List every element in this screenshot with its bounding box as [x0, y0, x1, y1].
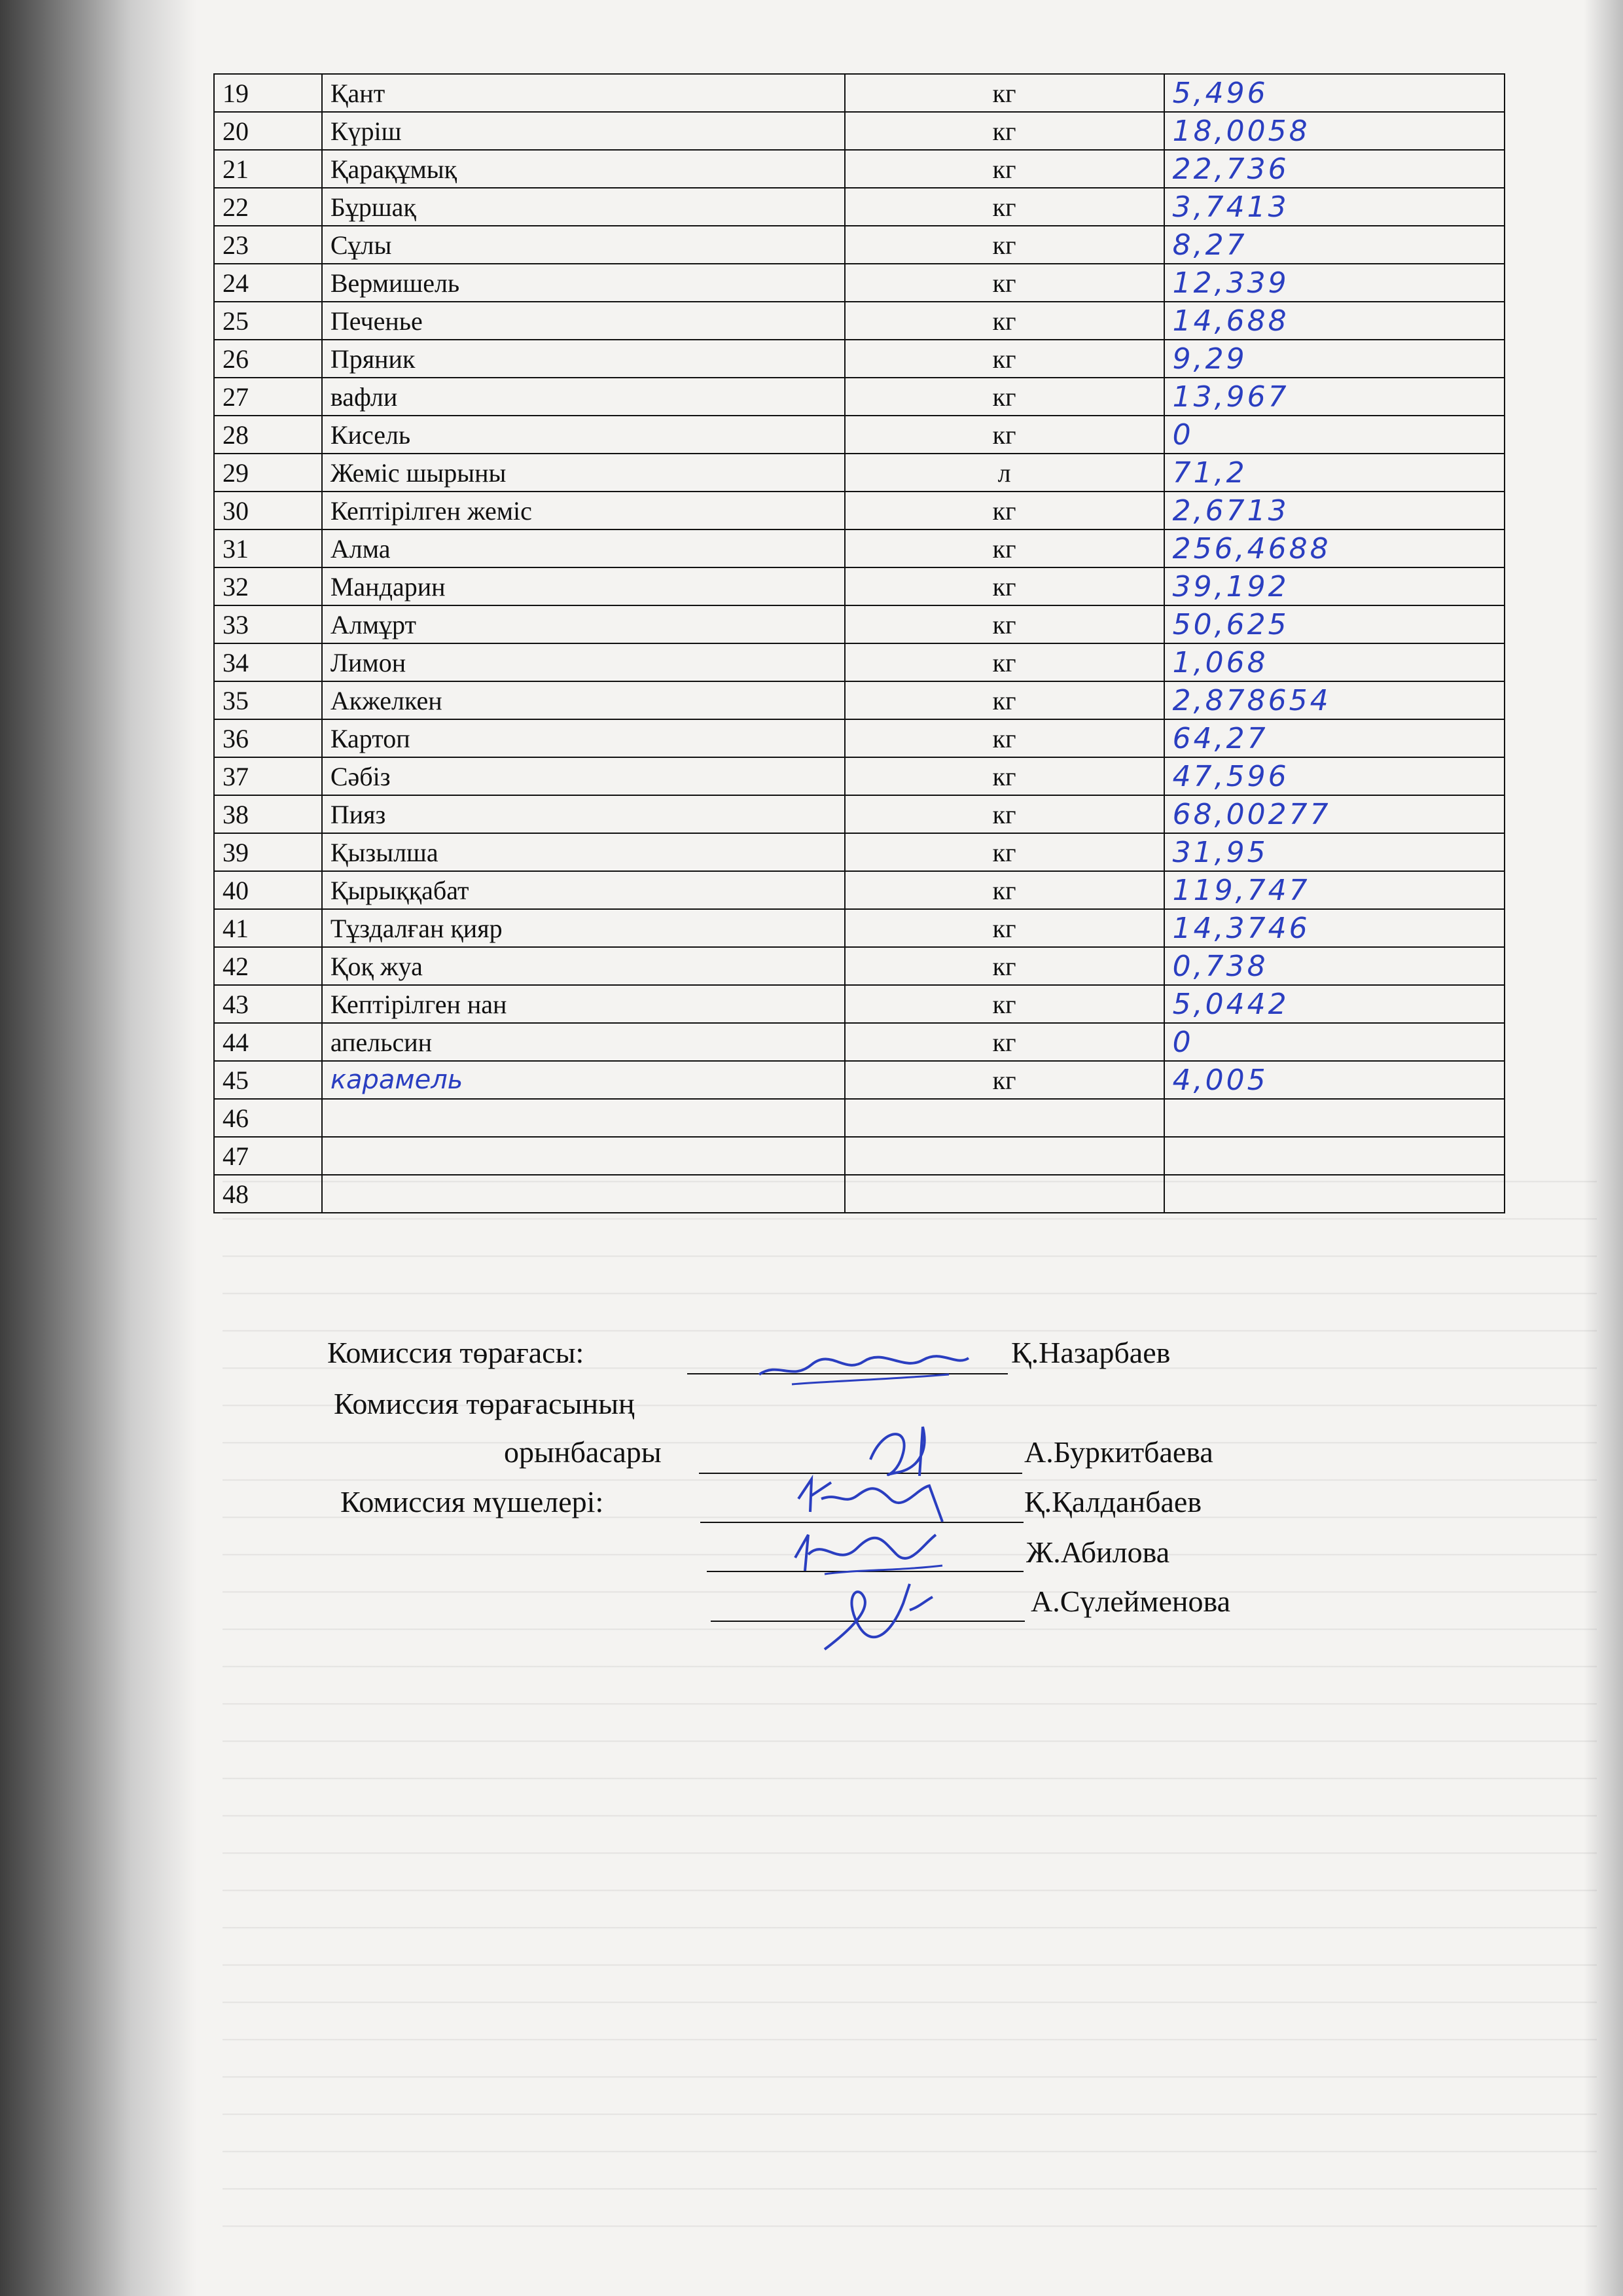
row-number: 43 [214, 985, 322, 1023]
table-row [214, 719, 1505, 757]
member3-name: А.Сүлейменова [1031, 1585, 1231, 1618]
item-name [322, 1137, 845, 1175]
item-name: Мандарин [322, 567, 845, 605]
table-row [214, 985, 1505, 1023]
row-number: 23 [214, 226, 322, 264]
quantity-cell: 2,878654 [1164, 681, 1505, 719]
table-row [214, 529, 1505, 567]
quantity-cell: 68,00277 [1164, 795, 1505, 833]
row-number: 38 [214, 795, 322, 833]
table-row [214, 871, 1505, 909]
quantity-cell: 3,7413 [1164, 188, 1505, 226]
row-number: 44 [214, 1023, 322, 1061]
deputy-label-line1: Комиссия төрағасының [334, 1387, 635, 1420]
unit-cell: кг [845, 947, 1164, 985]
row-number: 28 [214, 416, 322, 454]
bleed-through-ghost [223, 1145, 1597, 2258]
table-row [214, 643, 1505, 681]
item-name: Алмұрт [322, 605, 845, 643]
item-name: Қоқ жуа [322, 947, 845, 985]
item-name: Күріш [322, 112, 845, 150]
item-name: Қырыққабат [322, 871, 845, 909]
quantity-cell: 50,625 [1164, 605, 1505, 643]
unit-cell: кг [845, 529, 1164, 567]
quantity-cell [1164, 1099, 1505, 1137]
item-name: Бұршақ [322, 188, 845, 226]
items-table [213, 73, 1505, 1213]
quantity-cell [1164, 1137, 1505, 1175]
item-name: Кептірілген жеміс [322, 492, 845, 529]
members-label: Комиссия мүшелері: [340, 1485, 604, 1518]
unit-cell: кг [845, 871, 1164, 909]
quantity-cell: 14,3746 [1164, 909, 1505, 947]
item-name: Вермишель [322, 264, 845, 302]
unit-cell: кг [845, 264, 1164, 302]
member1-name: Қ.Қалданбаев [1024, 1485, 1202, 1518]
quantity-cell: 4,005 [1164, 1061, 1505, 1099]
unit-cell: кг [845, 909, 1164, 947]
unit-cell: кг [845, 795, 1164, 833]
table-row [214, 378, 1505, 416]
item-name: вафли [322, 378, 845, 416]
table-row [214, 757, 1505, 795]
quantity-cell: 64,27 [1164, 719, 1505, 757]
row-number: 37 [214, 757, 322, 795]
row-number: 27 [214, 378, 322, 416]
row-number: 46 [214, 1099, 322, 1137]
item-name: Картоп [322, 719, 845, 757]
table-row [214, 1175, 1505, 1213]
row-number: 22 [214, 188, 322, 226]
row-number: 45 [214, 1061, 322, 1099]
unit-cell: кг [845, 833, 1164, 871]
unit-cell: кг [845, 226, 1164, 264]
table-row [214, 1023, 1505, 1061]
chair-signature [753, 1335, 975, 1394]
quantity-cell [1164, 1175, 1505, 1213]
table-row [214, 112, 1505, 150]
item-name: Алма [322, 529, 845, 567]
quantity-cell: 0 [1164, 416, 1505, 454]
table-row [214, 795, 1505, 833]
item-name: Печенье [322, 302, 845, 340]
item-name: Пияз [322, 795, 845, 833]
quantity-cell: 2,6713 [1164, 492, 1505, 529]
unit-cell: кг [845, 1023, 1164, 1061]
unit-cell: кг [845, 605, 1164, 643]
table-row [214, 1099, 1505, 1137]
row-number: 31 [214, 529, 322, 567]
item-name: Пряник [322, 340, 845, 378]
table-row [214, 340, 1505, 378]
items-table-body [214, 74, 1505, 1213]
row-number: 19 [214, 74, 322, 112]
scan-edge-right-artifact [1584, 0, 1623, 2296]
row-number: 21 [214, 150, 322, 188]
table-row [214, 264, 1505, 302]
table-row [214, 416, 1505, 454]
item-name: Тұздалған қияр [322, 909, 845, 947]
chair-name: Қ.Назарбаев [1011, 1336, 1171, 1369]
unit-cell: л [845, 454, 1164, 492]
row-number: 48 [214, 1175, 322, 1213]
table-row [214, 150, 1505, 188]
item-name: Қызылша [322, 833, 845, 871]
quantity-cell: 22,736 [1164, 150, 1505, 188]
item-name: Кептірілген нан [322, 985, 845, 1023]
quantity-cell: 8,27 [1164, 226, 1505, 264]
quantity-cell: 256,4688 [1164, 529, 1505, 567]
quantity-cell: 119,747 [1164, 871, 1505, 909]
item-name: Лимон [322, 643, 845, 681]
quantity-cell: 39,192 [1164, 567, 1505, 605]
table-row [214, 492, 1505, 529]
row-number: 25 [214, 302, 322, 340]
table-row [214, 302, 1505, 340]
row-number: 36 [214, 719, 322, 757]
unit-cell: кг [845, 681, 1164, 719]
row-number: 33 [214, 605, 322, 643]
unit-cell: кг [845, 1061, 1164, 1099]
quantity-cell: 47,596 [1164, 757, 1505, 795]
unit-cell: кг [845, 112, 1164, 150]
table-row [214, 833, 1505, 871]
quantity-cell: 18,0058 [1164, 112, 1505, 150]
item-name: Сәбіз [322, 757, 845, 795]
chair-label: Комиссия төрағасы: [327, 1336, 584, 1369]
unit-cell: кг [845, 416, 1164, 454]
item-name: Жеміс шырыны [322, 454, 845, 492]
unit-cell: кг [845, 150, 1164, 188]
row-number: 20 [214, 112, 322, 150]
quantity-cell: 14,688 [1164, 302, 1505, 340]
item-name: Қарақұмық [322, 150, 845, 188]
table-row [214, 909, 1505, 947]
item-name: апельсин [322, 1023, 845, 1061]
row-number: 35 [214, 681, 322, 719]
unit-cell: кг [845, 567, 1164, 605]
deputy-name: А.Буркитбаева [1024, 1435, 1213, 1469]
quantity-cell: 9,29 [1164, 340, 1505, 378]
table-row [214, 1061, 1505, 1099]
row-number: 39 [214, 833, 322, 871]
quantity-cell: 5,0442 [1164, 985, 1505, 1023]
quantity-cell: 12,339 [1164, 264, 1505, 302]
unit-cell: кг [845, 757, 1164, 795]
table-row [214, 567, 1505, 605]
row-number: 26 [214, 340, 322, 378]
row-number: 24 [214, 264, 322, 302]
row-number: 34 [214, 643, 322, 681]
row-number: 40 [214, 871, 322, 909]
unit-cell: кг [845, 643, 1164, 681]
table-row [214, 188, 1505, 226]
member2-name: Ж.Абилова [1026, 1535, 1170, 1569]
table-row [214, 605, 1505, 643]
item-name [322, 1175, 845, 1213]
unit-cell: кг [845, 74, 1164, 112]
scan-edge-artifact [0, 0, 196, 2296]
item-name: Кисель [322, 416, 845, 454]
table-row [214, 1137, 1505, 1175]
unit-cell: кг [845, 378, 1164, 416]
table-row [214, 226, 1505, 264]
unit-cell: кг [845, 985, 1164, 1023]
row-number: 42 [214, 947, 322, 985]
table-row [214, 681, 1505, 719]
table-row [214, 74, 1505, 112]
unit-cell: кг [845, 719, 1164, 757]
quantity-cell: 13,967 [1164, 378, 1505, 416]
deputy-label-line2: орынбасары [504, 1435, 662, 1469]
unit-cell: кг [845, 340, 1164, 378]
table-row [214, 454, 1505, 492]
quantity-cell: 1,068 [1164, 643, 1505, 681]
item-name: карамель [322, 1061, 845, 1099]
item-name: Қант [322, 74, 845, 112]
quantity-cell: 0,738 [1164, 947, 1505, 985]
unit-cell: кг [845, 188, 1164, 226]
quantity-cell: 31,95 [1164, 833, 1505, 871]
row-number: 41 [214, 909, 322, 947]
unit-cell [845, 1099, 1164, 1137]
quantity-cell: 71,2 [1164, 454, 1505, 492]
row-number: 29 [214, 454, 322, 492]
row-number: 30 [214, 492, 322, 529]
unit-cell [845, 1137, 1164, 1175]
item-name [322, 1099, 845, 1137]
quantity-cell: 5,496 [1164, 74, 1505, 112]
item-name: Сұлы [322, 226, 845, 264]
unit-cell: кг [845, 302, 1164, 340]
row-number: 32 [214, 567, 322, 605]
quantity-cell: 0 [1164, 1023, 1505, 1061]
item-name: Акжелкен [322, 681, 845, 719]
table-row [214, 947, 1505, 985]
row-number: 47 [214, 1137, 322, 1175]
unit-cell [845, 1175, 1164, 1213]
unit-cell: кг [845, 492, 1164, 529]
member3-signature [812, 1571, 942, 1669]
